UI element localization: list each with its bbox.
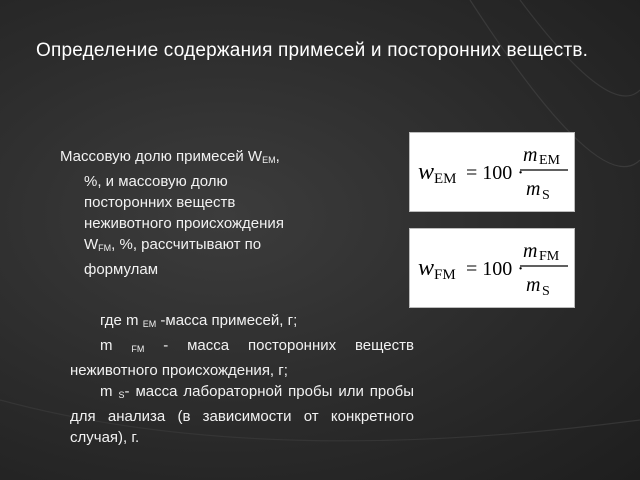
slide-title: Определение содержания примесей и посторонних веществ. [36,40,589,61]
intro-line-4: неживотного происхождения [84,215,284,232]
formula-lhs-var: w [418,159,435,185]
formula-num-var: m [523,240,538,262]
formula-den-var: m [526,178,541,200]
formula-num-var: m [523,144,538,166]
formula-equals-100: = 100 · [466,258,524,280]
definition-mem: где m $_{EM}$ -масса примесей, г; [100,312,298,329]
intro-line-3: посторонних веществ [84,194,236,211]
intro-line-1: Массовую долю примесей $W_{EM}$, [60,148,280,165]
definition-ms: m $_S$- масса лабораторной пробы или пробы для анализа (в зависимости от конкретного случая), г. [70,383,414,446]
intro-line-2: %, и массовую долю [84,173,228,190]
formula-num-sub: EM [539,153,560,168]
intro-line-5: $W_{FM}$, %, рассчитывают по [84,236,262,253]
formula-lhs-sub: FM [434,267,456,283]
intro-line-6: формулам [84,261,159,278]
definition-mfm: m $_{FM}$ - масса посторонних веществ неживотного происхождения, г; [70,337,414,379]
formula-den-var: m [526,274,541,296]
formula-lhs-var: w [418,255,435,281]
formula-wem [409,132,575,212]
definitions-paragraph [70,310,414,448]
formula-wfm [409,228,575,308]
formula-lhs-sub: EM [434,171,457,187]
formula-num-sub: FM [539,249,560,264]
intro-paragraph [60,146,350,280]
formula-den-sub: S [542,188,550,203]
formula-equals-100: = 100 · [466,162,524,184]
formula-den-sub: S [542,284,550,299]
